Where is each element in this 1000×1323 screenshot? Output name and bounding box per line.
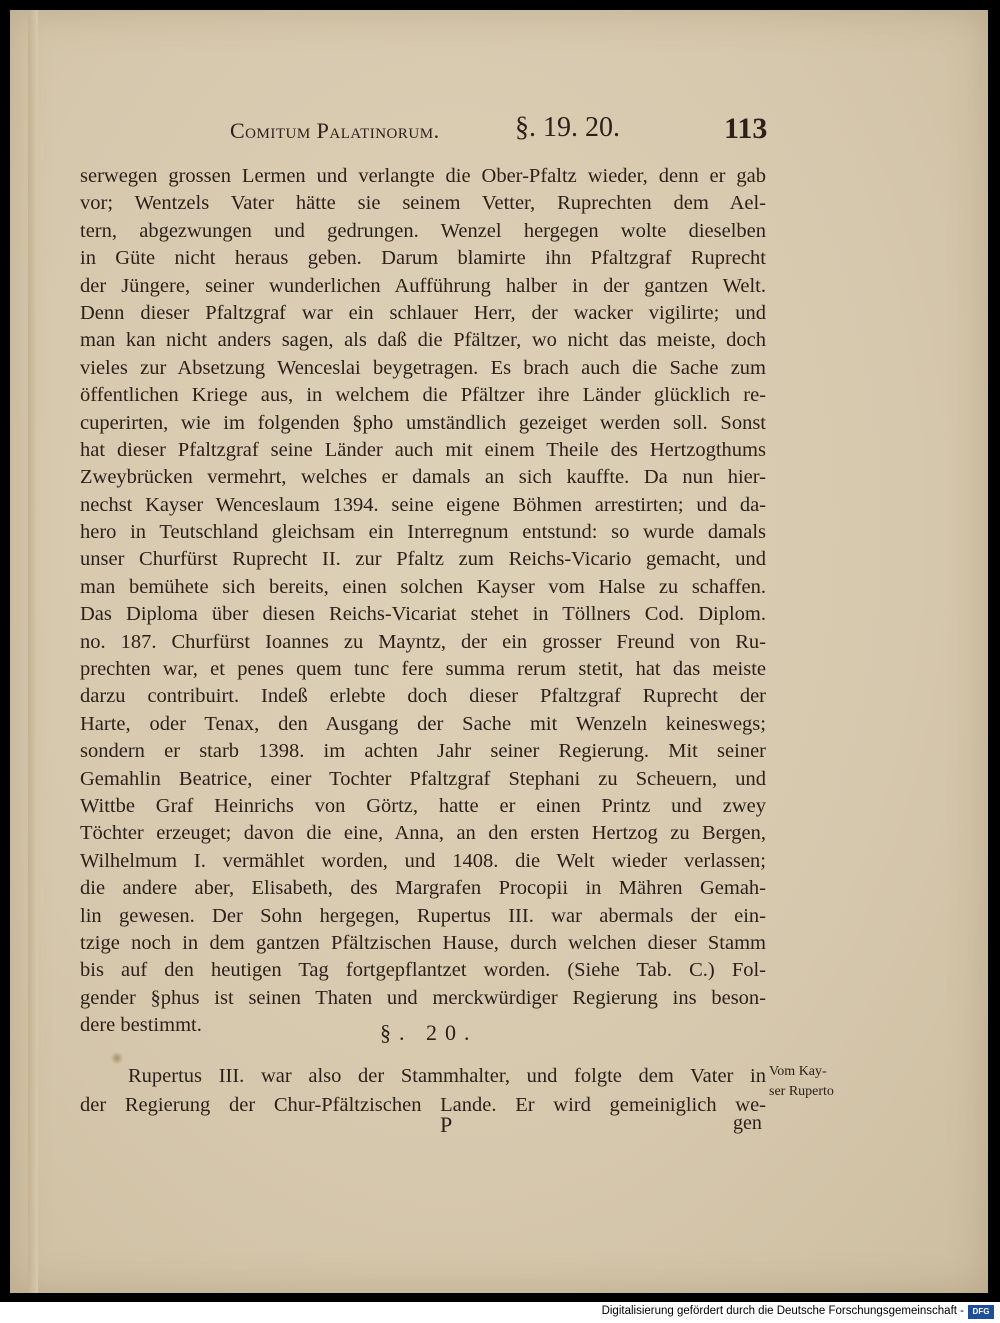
text-line: Denn dieser Pfaltzgraf war ein schlauer Herr, der wacker vigilirte; und (80, 301, 766, 324)
text-line: cuperirten, wie im folgenden §pho umständlich gezeiget werden soll. Sonst (80, 411, 766, 434)
marginal-note-line: ser Ruperto (769, 1084, 834, 1099)
text-line: tzige noch in dem gantzen Pfältzischen Hause, durch welchen dieser Stamm (80, 931, 766, 954)
text-line: darzu contribuirt. Indeß erlebte doch dieser Pfaltzgraf Ruprecht der (80, 685, 766, 708)
text-line: gender §phus ist seinen Thaten und merckwürdiger Regierung ins beson- (80, 986, 766, 1009)
page-number: 113 (724, 112, 768, 145)
running-head-title: Comitum Palatinorum. (230, 118, 440, 143)
text-line: in Güte nicht heraus geben. Darum blamirte ihn Pfaltzgraf Ruprecht (80, 247, 766, 270)
text-line: sondern er starb 1398. im achten Jahr seiner Regierung. Mit seiner (80, 740, 766, 763)
dfg-logo-icon[interactable]: DFG (968, 1305, 994, 1319)
text-line: Harte, oder Tenax, den Ausgang der Sache mit Wenzeln keineswegs; (80, 712, 766, 735)
marginal-note (769, 1062, 879, 1102)
text-line: Töchter erzeuget; davon die eine, Anna, an den ersten Hertzog zu Bergen, (80, 822, 766, 845)
text-line: vor; Wentzels Vater hätte sie seinem Vetter, Ruprechten dem Ael- (80, 192, 766, 215)
text-line: hat dieser Pfaltzgraf seine Länder auch mit einem Theile des Hertzogthums (80, 438, 766, 461)
signature-mark: P (440, 1112, 453, 1137)
text-line: unser Churfürst Ruprecht II. zur Pfaltz zum Reichs-Vicario gemacht, und (80, 548, 766, 571)
marginal-note-line: Vom Kay- (769, 1064, 827, 1079)
text-line: tern, abgezwungen und gedrungen. Wenzel hergegen wolte dieselben (80, 219, 766, 242)
text-line: Wittbe Graf Heinrichs von Görtz, hatte er einen Printz und zwey (80, 794, 766, 817)
text-line: serwegen grossen Lermen und verlangte die Ober-Pfaltz wieder, denn er gab (80, 165, 766, 187)
text-line: nechst Kayser Wenceslaum 1394. seine eigene Böhmen arrestirten; und da- (80, 493, 766, 516)
funding-credit: Digitalisierung gefördert durch die Deutsche Forschungsgemeinschaft - (601, 1305, 964, 1317)
text-line: no. 187. Churfürst Ioannes zu Mayntz, der ein grosser Freund von Ru- (80, 630, 766, 653)
text-line: man kan nicht anders sagen, als daß die Pfältzer, wo nicht das meiste, doch (80, 329, 766, 352)
footer-bar (0, 1302, 1000, 1323)
text-line: Wilhelmum I. vermählet worden, und 1408. die Welt wieder verlassen; (80, 849, 766, 872)
text-line: prechten war, et penes quem tunc fere summa rerum stetit, hat das meiste (80, 658, 766, 681)
page-edge (28, 10, 38, 1293)
text-line: hero in Teutschland gleichsam ein Interregnum entstund: so wurde damals (80, 521, 766, 544)
text-line: Gemahlin Beatrice, einer Tochter Pfaltzgraf Stephani zu Scheuern, und (80, 767, 766, 790)
text-line: Rupertus III. war also der Stammhalter, und folgte dem Vater in (128, 1065, 766, 1087)
text-line: Zweybrücken vermehrt, welches er damals an sich kauffte. Da nun hier- (80, 466, 766, 489)
text-line: vieles zur Absetzung Wenceslai beygetragen. Es brach auch die Sache zum (80, 356, 766, 379)
text-line: der Regierung der Chur-Pfältzischen Lande. Er wird gemeiniglich we- (80, 1094, 766, 1116)
text-line: Das Diploma über diesen Reichs-Vicariat stehet in Töllners Cod. Diplom. (80, 603, 766, 626)
text-line: die andere aber, Elisabeth, des Margrafen Procopii in Mähren Gemah- (80, 877, 766, 900)
catchword: gen (733, 1112, 762, 1134)
running-head (230, 112, 770, 148)
section-heading: §. 20. (380, 1020, 478, 1045)
text-line: bis auf den heutigen Tag fortgepflantzet worden. (Siehe Tab. C.) Fol- (80, 959, 766, 982)
body-paragraph (80, 163, 766, 1040)
text-line: lin gewesen. Der Sohn hergegen, Rupertus III. war abermals der ein- (80, 904, 766, 927)
text-line: der Jüngere, seiner wunderlichen Aufführung halber in der gantzen Welt. (80, 274, 766, 297)
text-line: man bemühete sich bereits, einen solchen Kayser vom Halse zu schaffen. (80, 575, 766, 598)
text-line: öffentlichen Kriege aus, in welchem die Pfältzer ihre Länder glücklich re- (80, 384, 766, 407)
text-line: dere bestimmt. (80, 1014, 202, 1037)
section-paragraph (80, 1062, 766, 1120)
running-head-section: §. 19. 20. (515, 112, 620, 143)
